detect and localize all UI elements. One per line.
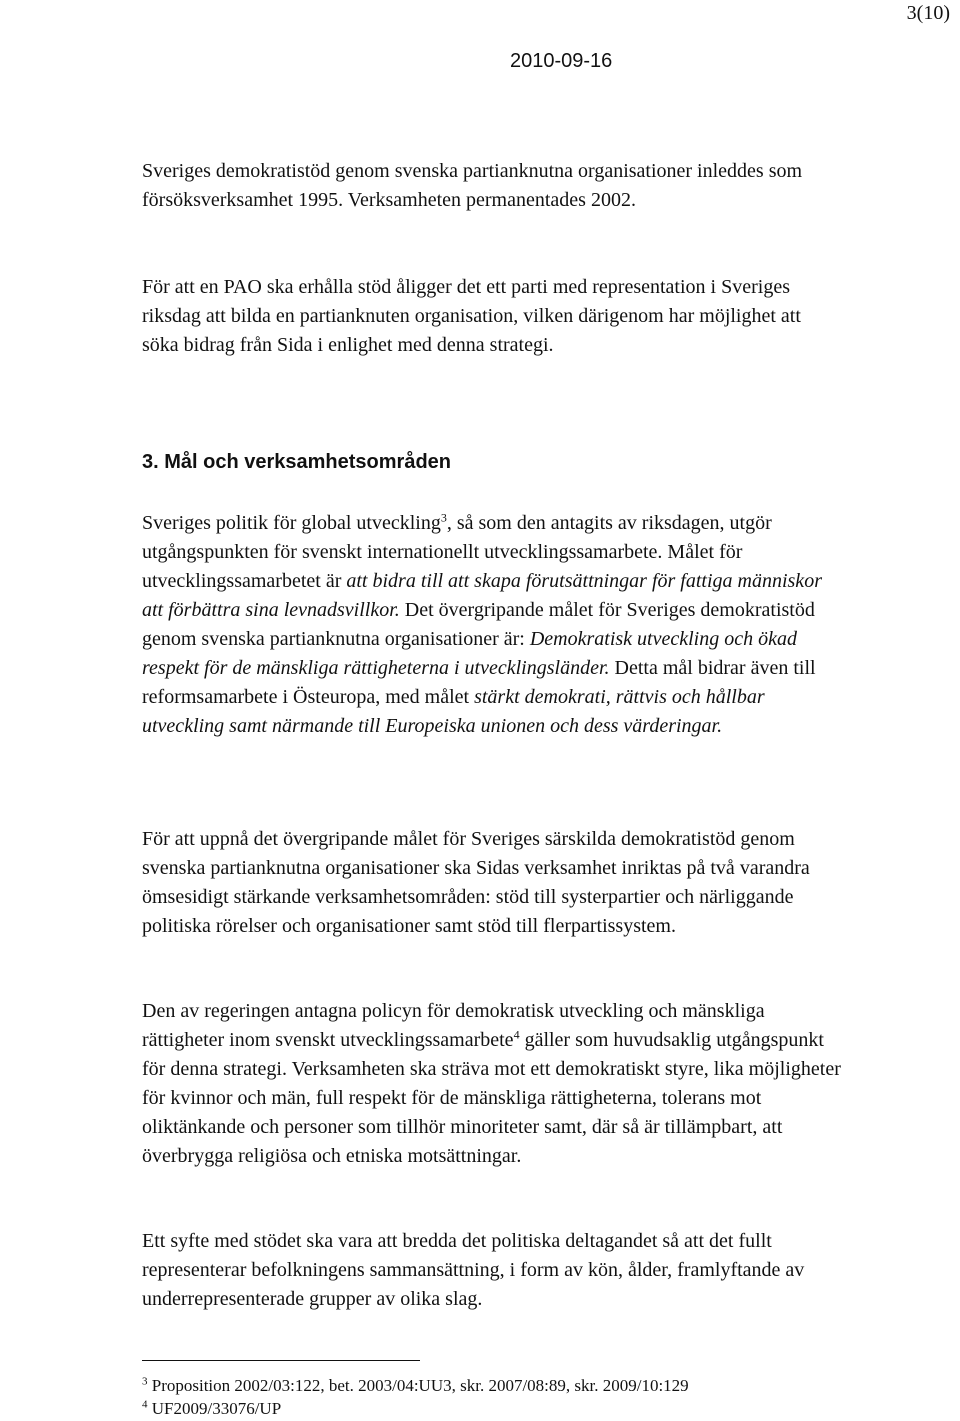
footnote-ref-4: 4 bbox=[513, 1027, 520, 1042]
p1-text-3: Det övergripande målet för Sveriges demokratistöd genom svenska partianknutna organisationer är: bbox=[142, 599, 815, 650]
p1-text-1: Sveriges politik för global utveckling bbox=[142, 512, 441, 534]
p3-text-1: Den av regeringen antagna policyn för demokratisk utveckling och mänskliga rättigheter inom svenskt utvecklingssamarbete bbox=[142, 1000, 765, 1051]
footnote-text: Proposition 2002/03:122, bet. 2003/04:UU3, skr. 2007/08:89, skr. 2009/10:129 bbox=[151, 1376, 689, 1395]
section-paragraph-2-text: För att uppnå det övergripande målet för Sveriges särskilda demokratistöd genom svenska partianknutna organisationer ska Sidas verksamhet inriktas på två varandra ömsesidigt stärkande verksamhetsområden: stöd till systerpartier och närliggande politiska rörelser och organisationer samt stöd till flerpartissystem. bbox=[142, 828, 810, 937]
intro-paragraph-1-text: Sveriges demokratistöd genom svenska partianknutna organisationer inleddes som försöksverksamhet 1995. Verksamheten permanentades 2002. bbox=[142, 160, 803, 211]
section-paragraph-3 bbox=[142, 997, 842, 1171]
section-paragraph-4-text: Ett syfte med stödet ska vara att bredda det politiska deltagandet så att det fullt representerar befolkningens sammansättning, i form av kön, ålder, framlyftande av underrepresenterade grupper av olika slag. bbox=[142, 1230, 805, 1310]
p1-text-4: Detta mål bidrar även till reformsamarbete i Östeuropa, med målet bbox=[142, 657, 816, 708]
p1-italic-2: Demokratisk utveckling och ökad respekt för de mänskliga rättigheterna i utvecklingsländer. bbox=[142, 628, 797, 679]
section-paragraph-1 bbox=[142, 509, 842, 741]
section-paragraph-2 bbox=[142, 825, 842, 941]
footnote-number: 4 bbox=[142, 1398, 148, 1411]
section-heading: 3. Mål och verksamhetsområden bbox=[142, 451, 452, 473]
p1-text-2: , så som den antagits av riksdagen, utgör utgångspunkten för svenskt internationellt utvecklingssamarbete. Målet för utvecklingssamarbetet är bbox=[142, 512, 772, 592]
footnote-ref-3: 3 bbox=[440, 510, 447, 525]
section-paragraph-4 bbox=[142, 1227, 842, 1314]
p1-italic-3: stärkt demokrati, rättvis och hållbar utveckling samt närmande till Europeiska unionen och dess värderingar. bbox=[142, 686, 765, 737]
p1-italic-1: att bidra till att skapa förutsättningar för fattiga människor att förbättra sina levnadsvillkor. bbox=[142, 570, 822, 621]
intro-paragraph-1 bbox=[142, 157, 842, 215]
intro-paragraph-2-text: För att en PAO ska erhålla stöd åligger det ett parti med representation i Sveriges riksdag att bilda en partianknuten organisation, vilken därigenom har möjlighet att söka bidrag från Sida i enlighet med denna strategi. bbox=[142, 276, 801, 356]
document-date: 2010-09-16 bbox=[510, 50, 613, 72]
page-number: 3(10) bbox=[906, 2, 950, 24]
footnote-divider bbox=[142, 1360, 420, 1361]
footnote-3 bbox=[142, 1375, 689, 1397]
footnote-4 bbox=[142, 1398, 281, 1420]
footnote-text: UF2009/33076/UP bbox=[151, 1399, 282, 1418]
footnote-number: 3 bbox=[142, 1375, 148, 1388]
intro-paragraph-2 bbox=[142, 273, 842, 360]
p3-text-2: gäller som huvudsaklig utgångspunkt för denna strategi. Verksamheten ska sträva mot ett demokratiskt styre, lika möjligheter för kvinnor och män, full respekt för de mänskliga rättigheterna, tolerans mot oliktänkande och personer som tillhör minoriteter samt, där så är tillämpbart, att överbrygga religiösa och etniska motsättningar. bbox=[142, 1029, 841, 1167]
